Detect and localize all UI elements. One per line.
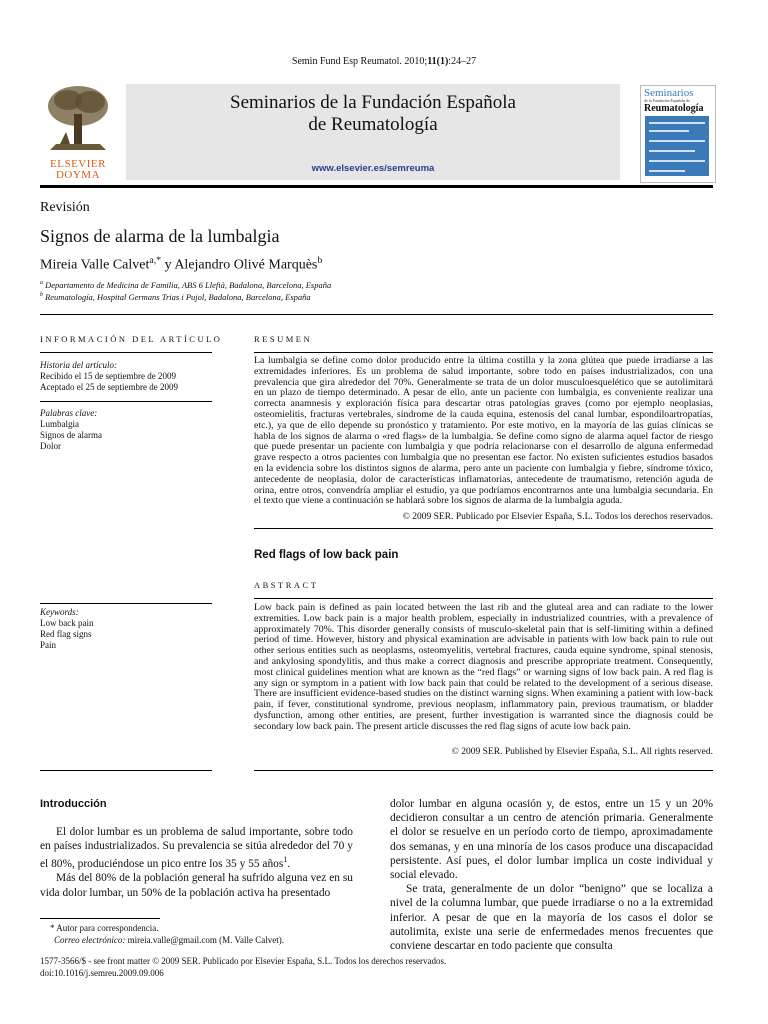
abstract-text: Low back pain is defined as pain located between the last rib and the gluteal area and can radiate to the lower extremities. Low back pain is a major health problem, especially in industrialized countries, with a prevalence of approximately 70%. This disorder generally consists of musculo-skeletal pain that is self-limiting within a defined period of time. However, history and physical examination are advisable in patients with low back pain to rule out other serious entities such as neoplasms, osteomyelitis, vertebral fractures, cauda equine syndrome, spinal stenosis, and ankylosing spondylitis, and thus make a correct diagnosis and prescribe appropriate treatment. Consequently, most clinical guidelines mention what are known as the “red flags” or warning signs of low back pain. A red flag is any sign or symptom in a patient with low back pain that could be related to the development of a serious disease. There are insufficient evidence-based studies on the distinct warning signs. When examining a patient with low-back pain, if fever, constitutional syndrome, previous neoplasm, inflammatory pain, previous traumatism, or bladder dysfunction, among other entities, are present, further investigation is warranted since the diagnosis could be secondary low back pain. The present article discusses the red flag signs of acute low back pain. [254, 602, 713, 732]
body-column-right [390, 797, 713, 953]
tree-icon [40, 84, 116, 154]
abstract-heading: ABSTRACT [254, 580, 319, 590]
article-history: Historia del artículo: Recibido el 15 de septiembre de 2009 Aceptado el 25 de septiembre de 2009 [40, 360, 178, 392]
divider [254, 770, 713, 771]
divider [40, 770, 212, 771]
affiliation-b: $^b$ Reumatología, Hospital Germans Trias i Pujol, Badalona, Barcelona, España [40, 292, 311, 302]
footnote-corresp: * Autor para correspondencia. Correo electrónico: mireia.valle@gmail.com (M. Valle Calvet). [50, 923, 284, 945]
paragraph: El dolor lumbar es un problema de salud importante, sobre todo en países industrializados. Su prevalencia se sitúa alrededor del 70 y el 80%, produciéndose un pico entre los 35 y 55 años$^1$. [40, 826, 353, 871]
elsevier-logo [40, 84, 116, 180]
divider [254, 352, 713, 353]
divider [254, 598, 713, 599]
divider [40, 401, 212, 402]
journal-title: Seminarios de la Fundación Española de Reumatología [230, 92, 516, 135]
header-rule [40, 185, 713, 188]
front-matter: 1577-3566/$ - see front matter © 2009 SER. Publicado por Elsevier España, S.L. Todos los derechos reservados. [40, 956, 447, 966]
authors: Mireia Valle Calvet$^{a,*}$ y Alejandro Olivé Marquès$^b$ [40, 255, 323, 273]
journal-url[interactable]: www.elsevier.es/semreuma [311, 163, 435, 174]
article-info-heading: INFORMACIÓN DEL ARTÍCULO [40, 334, 223, 344]
keywords-en: Keywords: Low back pain Red flag signs Pain [40, 607, 94, 650]
resumen-copyright: © 2009 SER. Publicado por Elsevier España, S.L. Todos los derechos reservados. [402, 512, 713, 522]
keywords-es: Palabras clave: Lumbalgia Signos de alarma Dolor [40, 408, 102, 451]
divider [40, 603, 212, 604]
paragraph: dolor lumbar en alguna ocasión y, de estos, entre un 15 y un 20% decidieron consultar a un centro de atención primaria. Generalmente el dolor se resuelve en un período corto de tiempo, aproximadamente dos semanas, y en una minoría de los casos produce una discapacidad persistente. Así pues, el dolor lumbar implica un coste individual y social elevado. [390, 798, 713, 882]
english-title: Red flags of low back pain [254, 549, 399, 561]
affiliation-a: $^a$ Departamento de Medicina de Familia, ABS 6 Llefià, Badalona, Barcelona, España [40, 280, 332, 290]
divider [40, 352, 212, 353]
paragraph: Más del 80% de la población general ha sufrido alguna vez en su vida dolor lumbar, un 50% de la población activa ha presentado [40, 872, 353, 899]
publisher-name: ELSEVIER DOYMA [50, 158, 106, 181]
paragraph: Se trata, generalmente de un dolor “benigno” que se localiza a nivel de la columna lumbar, que puede irradiarse o no a la extremidad inferior. A pesar de que en la mayoría de los casos el dolor se autolimita, existe una serie de enfermedades menos frecuentes que conviene descartar en todo paciente que consulta [390, 883, 713, 953]
section-type: Revisión [40, 200, 90, 215]
resumen-text: La lumbalgia se define como dolor producido entre la última costilla y la zona glútea que puede irradiarse a las extremidades inferiores. Es un problema de salud importante, sobre todo en países industrializados, con una prevalencia que gira alrededor del 70%. Generalmente se trata de un dolor musculoesquelético que se autolimitará en un plazo de tiempo determinado. A pesar de ello, ante un paciente con lumbalgia, es conveniente realizar una correcta anamnesis y exploración física para descartar otras patologías graves (como por ejemplo neoplasias, osteomielitis, fracturas vertebrales, síndrome de la cauda equina, estenosis del canal lumbar, espondiloartropatías, etc.), ya que de ello depende su pronóstico y tratamiento. Por este motivo, en la mayoría de las guías clínicas se habla de los signos de alarma o «red flags» de la lumbalgia. Se define como signo de alarma aquel factor de riesgo que puede presentar un paciente con lumbalgia y que podría relacionarse con el desarrollo de alguna enfermedad grave respecto a otros pacientes con lumbalgia que no presentan ese factor. No existen suficientes estudios basados en la evidencia sobre los distintos signos de alarma, pero ante un paciente con lumbalgia y fiebre, síndrome tóxico, antecedente de neoplasia, dolor de características inflamatorias, antecedente de traumatismo, retención aguda de orina, entre otros, convendría ampliar el estudio, ya que podríamos encontrarnos ante una lumbalgia secundaria. En el texto que viene a continuación se hablará sobre los signos de alarma de la lumbalgia aguda. [254, 355, 713, 507]
body-column-left [40, 825, 353, 900]
journal-cover-image: Seminarios de la Fundación Española de Reumatología [640, 85, 716, 183]
abstract-copyright: © 2009 SER. Published by Elsevier España, S.L. All rights reserved. [451, 747, 713, 757]
article-title: Signos de alarma de la lumbalgia [40, 226, 280, 246]
doi[interactable]: doi:10.1016/j.semreu.2009.09.006 [40, 968, 164, 978]
cover-panel [645, 116, 709, 176]
section-heading-introduccion: Introducción [40, 798, 107, 810]
footnote-rule [40, 918, 160, 919]
divider [254, 528, 713, 529]
resumen-heading: RESUMEN [254, 334, 313, 344]
journal-citation: Semin Fund Esp Reumatol. 2010;11(1):24–27 [291, 56, 477, 67]
divider [40, 314, 713, 315]
